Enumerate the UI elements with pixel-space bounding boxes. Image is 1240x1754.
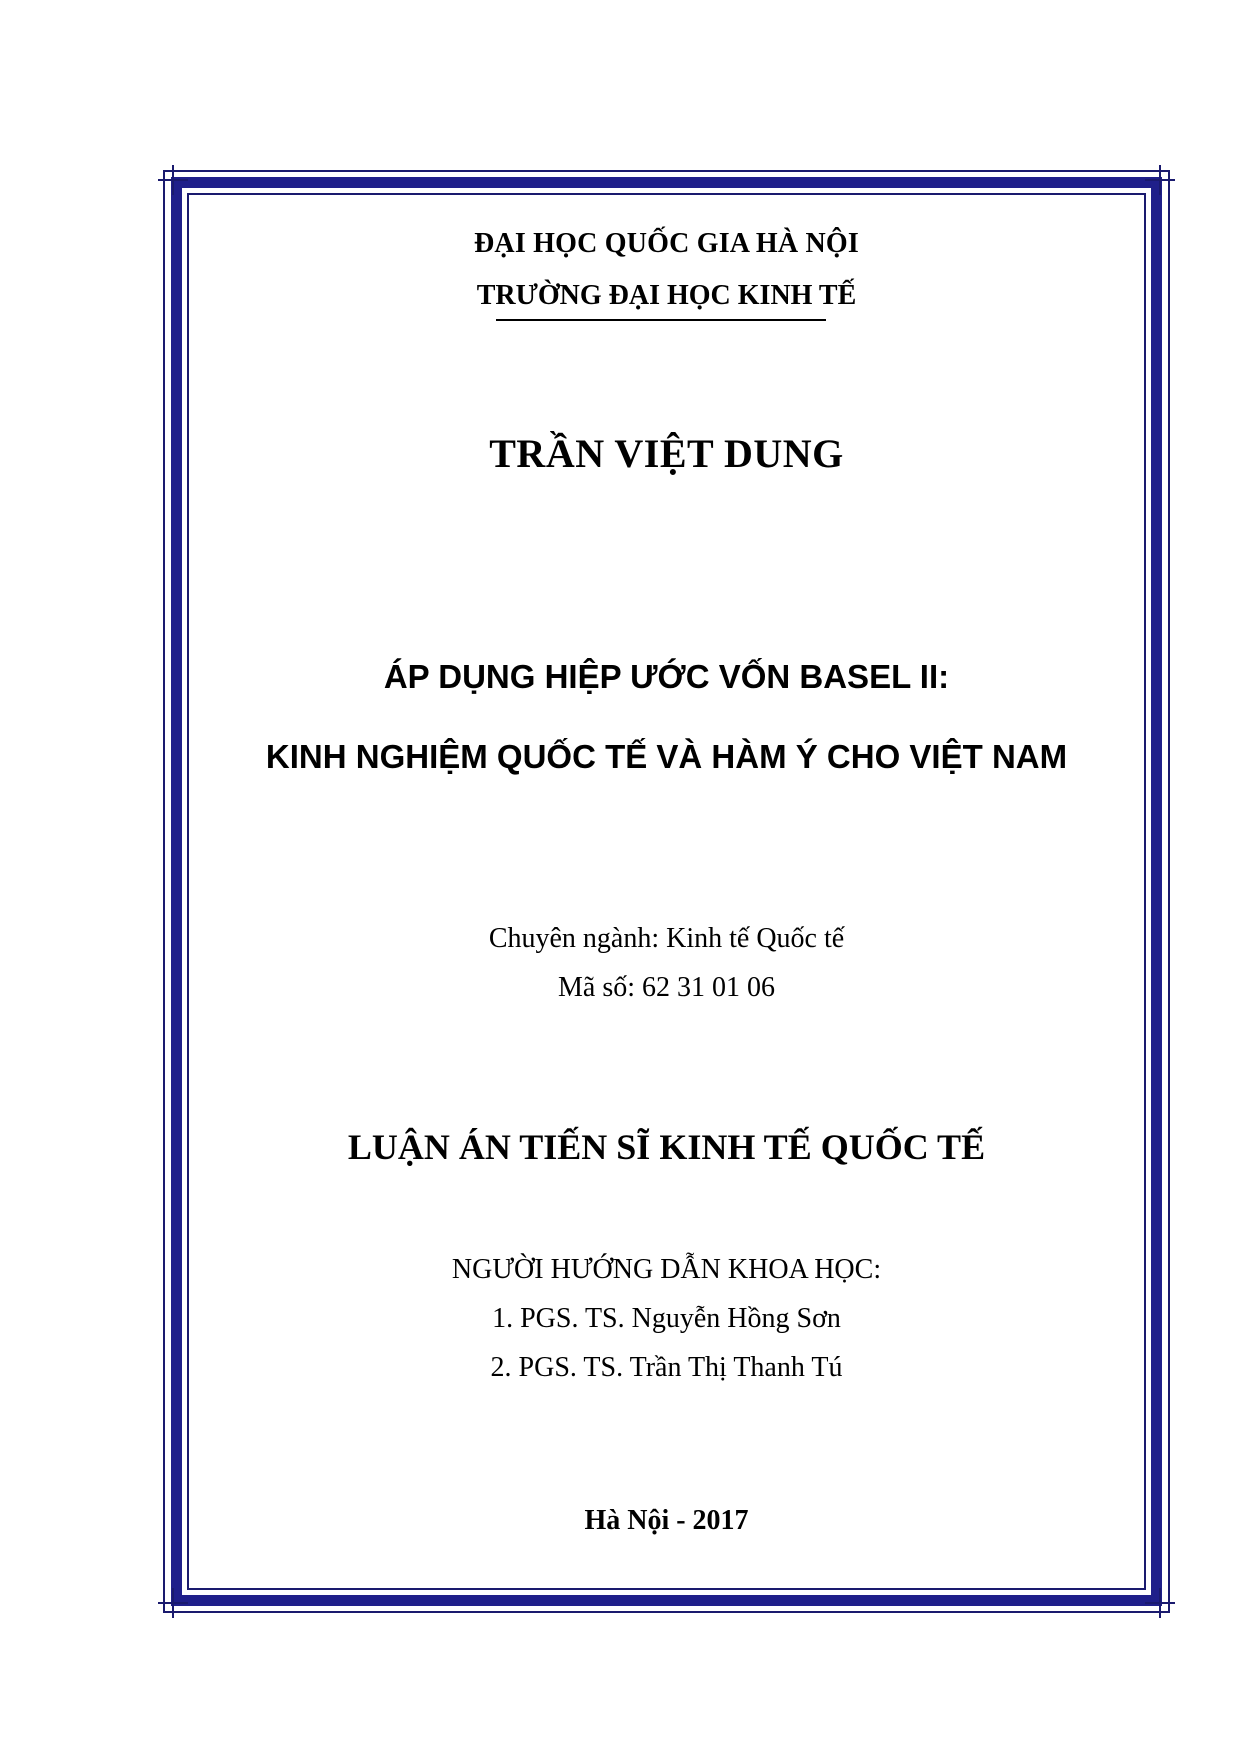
frame-corner-ornament (158, 1588, 188, 1618)
supervisor-item: 1. PGS. TS. Nguyễn Hồng Sơn (492, 1303, 841, 1334)
supervisor-item: 2. PGS. TS. Trần Thị Thanh Tú (490, 1352, 843, 1383)
frame-corner-ornament (1145, 1588, 1175, 1618)
thesis-title-line-1: ÁP DỤNG HIỆP ƯỚC VỐN BASEL II: (383, 658, 950, 695)
school-name: TRƯỜNG ĐẠI HỌC KINH TẾ (476, 280, 857, 311)
specialty-code: Mã số: 62 31 01 06 (558, 972, 775, 1003)
author-name: TRẦN VIỆT DUNG (489, 431, 844, 476)
place-and-year: Hà Nội - 2017 (584, 1505, 749, 1536)
frame-corner-ornament (1145, 165, 1175, 195)
degree-title: LUẬN ÁN TIẾN SĨ KINH TẾ QUỐC TẾ (347, 1127, 986, 1167)
thesis-title-line-2: KINH NGHIỆM QUỐC TẾ VÀ HÀM Ý CHO VIỆT NAM (265, 738, 1068, 775)
frame-corner-ornament (158, 165, 188, 195)
header-underline (496, 319, 826, 321)
supervisors-heading: NGƯỜI HƯỚNG DẪN KHOA HỌC: (451, 1254, 882, 1285)
university-name: ĐẠI HỌC QUỐC GIA HÀ NỘI (474, 228, 859, 259)
specialty: Chuyên ngành: Kinh tế Quốc tế (488, 923, 845, 954)
